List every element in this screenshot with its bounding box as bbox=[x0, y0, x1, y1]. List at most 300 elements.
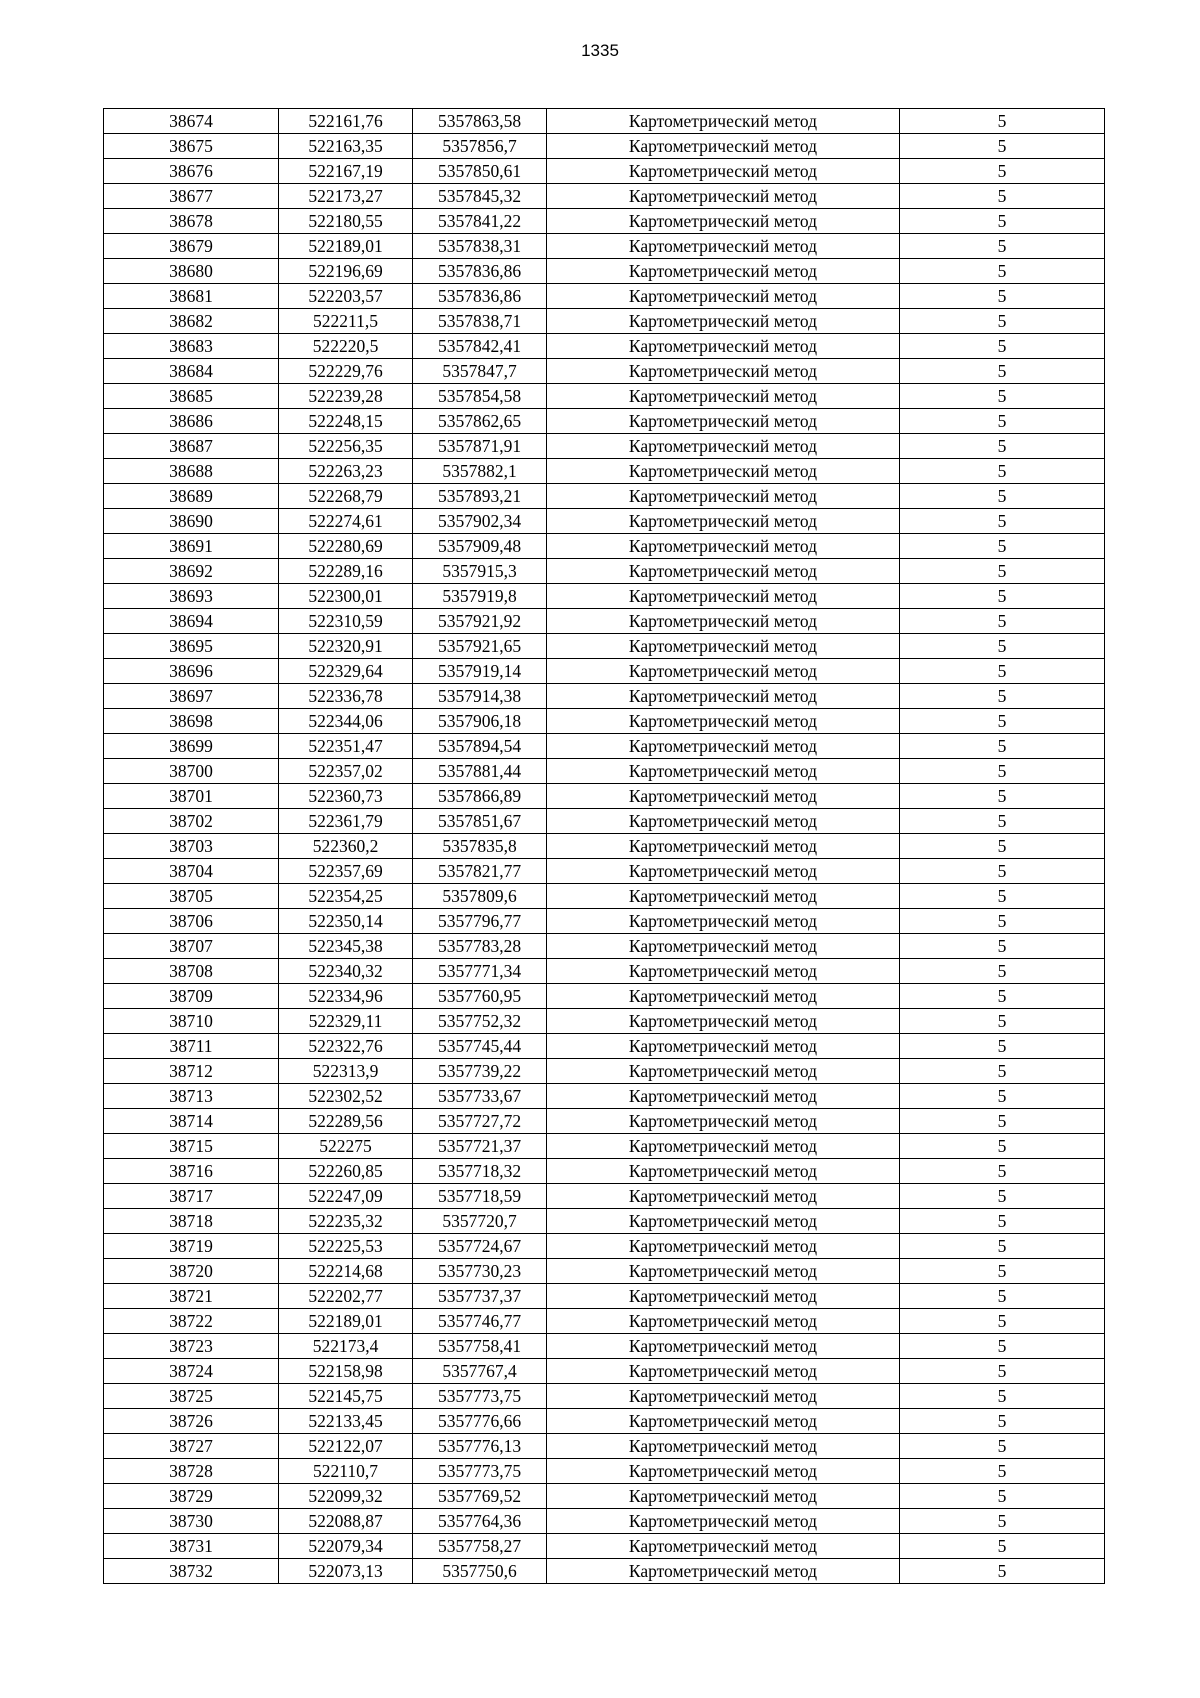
point-number-cell: 38707 bbox=[104, 934, 279, 959]
y-coordinate-cell: 5357776,66 bbox=[413, 1409, 547, 1434]
point-number-cell: 38702 bbox=[104, 809, 279, 834]
point-number-cell: 38724 bbox=[104, 1359, 279, 1384]
x-coordinate-cell: 522073,13 bbox=[279, 1559, 413, 1584]
accuracy-cell: 5 bbox=[900, 234, 1105, 259]
table-row bbox=[104, 1384, 1105, 1409]
y-coordinate-cell: 5357919,8 bbox=[413, 584, 547, 609]
y-coordinate-cell: 5357821,77 bbox=[413, 859, 547, 884]
method-cell: Картометрический метод bbox=[547, 884, 900, 909]
method-cell: Картометрический метод bbox=[547, 1034, 900, 1059]
x-coordinate-cell: 522260,85 bbox=[279, 1159, 413, 1184]
y-coordinate-cell: 5357847,7 bbox=[413, 359, 547, 384]
point-number-cell: 38726 bbox=[104, 1409, 279, 1434]
x-coordinate-cell: 522167,19 bbox=[279, 159, 413, 184]
accuracy-cell: 5 bbox=[900, 1209, 1105, 1234]
accuracy-cell: 5 bbox=[900, 284, 1105, 309]
y-coordinate-cell: 5357919,14 bbox=[413, 659, 547, 684]
x-coordinate-cell: 522354,25 bbox=[279, 884, 413, 909]
y-coordinate-cell: 5357851,67 bbox=[413, 809, 547, 834]
x-coordinate-cell: 522256,35 bbox=[279, 434, 413, 459]
method-cell: Картометрический метод bbox=[547, 234, 900, 259]
page-number: 1335 bbox=[581, 41, 619, 60]
method-cell: Картометрический метод bbox=[547, 759, 900, 784]
table-row bbox=[104, 1184, 1105, 1209]
method-cell: Картометрический метод bbox=[547, 609, 900, 634]
y-coordinate-cell: 5357737,37 bbox=[413, 1284, 547, 1309]
accuracy-cell: 5 bbox=[900, 1334, 1105, 1359]
accuracy-cell: 5 bbox=[900, 684, 1105, 709]
accuracy-cell: 5 bbox=[900, 609, 1105, 634]
method-cell: Картометрический метод bbox=[547, 1234, 900, 1259]
x-coordinate-cell: 522211,5 bbox=[279, 309, 413, 334]
x-coordinate-cell: 522229,76 bbox=[279, 359, 413, 384]
y-coordinate-cell: 5357771,34 bbox=[413, 959, 547, 984]
y-coordinate-cell: 5357776,13 bbox=[413, 1434, 547, 1459]
x-coordinate-cell: 522203,57 bbox=[279, 284, 413, 309]
point-number-cell: 38683 bbox=[104, 334, 279, 359]
method-cell: Картометрический метод bbox=[547, 1309, 900, 1334]
table-row bbox=[104, 1034, 1105, 1059]
y-coordinate-cell: 5357915,3 bbox=[413, 559, 547, 584]
method-cell: Картометрический метод bbox=[547, 1109, 900, 1134]
table-row bbox=[104, 859, 1105, 884]
point-number-cell: 38694 bbox=[104, 609, 279, 634]
x-coordinate-cell: 522340,32 bbox=[279, 959, 413, 984]
x-coordinate-cell: 522329,64 bbox=[279, 659, 413, 684]
method-cell: Картометрический метод bbox=[547, 1359, 900, 1384]
accuracy-cell: 5 bbox=[900, 859, 1105, 884]
y-coordinate-cell: 5357906,18 bbox=[413, 709, 547, 734]
point-number-cell: 38711 bbox=[104, 1034, 279, 1059]
point-number-cell: 38687 bbox=[104, 434, 279, 459]
y-coordinate-cell: 5357750,6 bbox=[413, 1559, 547, 1584]
table-row bbox=[104, 759, 1105, 784]
method-cell: Картометрический метод bbox=[547, 1184, 900, 1209]
table-row bbox=[104, 1509, 1105, 1534]
table-body bbox=[104, 109, 1105, 1584]
x-coordinate-cell: 522289,16 bbox=[279, 559, 413, 584]
accuracy-cell: 5 bbox=[900, 109, 1105, 134]
table-row bbox=[104, 1259, 1105, 1284]
x-coordinate-cell: 522360,2 bbox=[279, 834, 413, 859]
point-number-cell: 38704 bbox=[104, 859, 279, 884]
x-coordinate-cell: 522214,68 bbox=[279, 1259, 413, 1284]
point-number-cell: 38698 bbox=[104, 709, 279, 734]
table-row bbox=[104, 734, 1105, 759]
point-number-cell: 38719 bbox=[104, 1234, 279, 1259]
x-coordinate-cell: 522196,69 bbox=[279, 259, 413, 284]
table-row bbox=[104, 584, 1105, 609]
method-cell: Картометрический метод bbox=[547, 1259, 900, 1284]
table-row bbox=[104, 1484, 1105, 1509]
table-row bbox=[104, 684, 1105, 709]
accuracy-cell: 5 bbox=[900, 459, 1105, 484]
method-cell: Картометрический метод bbox=[547, 109, 900, 134]
accuracy-cell: 5 bbox=[900, 759, 1105, 784]
table-row bbox=[104, 109, 1105, 134]
y-coordinate-cell: 5357838,31 bbox=[413, 234, 547, 259]
point-number-cell: 38705 bbox=[104, 884, 279, 909]
x-coordinate-cell: 522302,52 bbox=[279, 1084, 413, 1109]
method-cell: Картометрический метод bbox=[547, 1434, 900, 1459]
x-coordinate-cell: 522110,7 bbox=[279, 1459, 413, 1484]
accuracy-cell: 5 bbox=[900, 1409, 1105, 1434]
x-coordinate-cell: 522361,79 bbox=[279, 809, 413, 834]
table-row bbox=[104, 259, 1105, 284]
method-cell: Картометрический метод bbox=[547, 1559, 900, 1584]
method-cell: Картометрический метод bbox=[547, 359, 900, 384]
accuracy-cell: 5 bbox=[900, 184, 1105, 209]
accuracy-cell: 5 bbox=[900, 1309, 1105, 1334]
point-number-cell: 38729 bbox=[104, 1484, 279, 1509]
accuracy-cell: 5 bbox=[900, 1234, 1105, 1259]
method-cell: Картометрический метод bbox=[547, 634, 900, 659]
accuracy-cell: 5 bbox=[900, 159, 1105, 184]
table-row bbox=[104, 184, 1105, 209]
point-number-cell: 38732 bbox=[104, 1559, 279, 1584]
y-coordinate-cell: 5357724,67 bbox=[413, 1234, 547, 1259]
table-row bbox=[104, 984, 1105, 1009]
y-coordinate-cell: 5357854,58 bbox=[413, 384, 547, 409]
table-row bbox=[104, 534, 1105, 559]
y-coordinate-cell: 5357783,28 bbox=[413, 934, 547, 959]
accuracy-cell: 5 bbox=[900, 1359, 1105, 1384]
accuracy-cell: 5 bbox=[900, 1159, 1105, 1184]
method-cell: Картометрический метод bbox=[547, 684, 900, 709]
accuracy-cell: 5 bbox=[900, 634, 1105, 659]
y-coordinate-cell: 5357796,77 bbox=[413, 909, 547, 934]
y-coordinate-cell: 5357842,41 bbox=[413, 334, 547, 359]
point-number-cell: 38695 bbox=[104, 634, 279, 659]
x-coordinate-cell: 522329,11 bbox=[279, 1009, 413, 1034]
table-row bbox=[104, 1409, 1105, 1434]
method-cell: Картометрический метод bbox=[547, 534, 900, 559]
y-coordinate-cell: 5357850,61 bbox=[413, 159, 547, 184]
table-row bbox=[104, 709, 1105, 734]
accuracy-cell: 5 bbox=[900, 909, 1105, 934]
x-coordinate-cell: 522322,76 bbox=[279, 1034, 413, 1059]
y-coordinate-cell: 5357836,86 bbox=[413, 284, 547, 309]
method-cell: Картометрический метод bbox=[547, 334, 900, 359]
table-row bbox=[104, 884, 1105, 909]
accuracy-cell: 5 bbox=[900, 1284, 1105, 1309]
method-cell: Картометрический метод bbox=[547, 1459, 900, 1484]
table-row bbox=[104, 309, 1105, 334]
method-cell: Картометрический метод bbox=[547, 134, 900, 159]
point-number-cell: 38723 bbox=[104, 1334, 279, 1359]
point-number-cell: 38697 bbox=[104, 684, 279, 709]
point-number-cell: 38708 bbox=[104, 959, 279, 984]
y-coordinate-cell: 5357746,77 bbox=[413, 1309, 547, 1334]
accuracy-cell: 5 bbox=[900, 134, 1105, 159]
accuracy-cell: 5 bbox=[900, 1009, 1105, 1034]
accuracy-cell: 5 bbox=[900, 1384, 1105, 1409]
point-number-cell: 38690 bbox=[104, 509, 279, 534]
y-coordinate-cell: 5357718,32 bbox=[413, 1159, 547, 1184]
point-number-cell: 38714 bbox=[104, 1109, 279, 1134]
method-cell: Картометрический метод bbox=[547, 1059, 900, 1084]
method-cell: Картометрический метод bbox=[547, 259, 900, 284]
method-cell: Картометрический метод bbox=[547, 1159, 900, 1184]
y-coordinate-cell: 5357760,95 bbox=[413, 984, 547, 1009]
x-coordinate-cell: 522360,73 bbox=[279, 784, 413, 809]
x-coordinate-cell: 522268,79 bbox=[279, 484, 413, 509]
method-cell: Картометрический метод bbox=[547, 159, 900, 184]
x-coordinate-cell: 522357,69 bbox=[279, 859, 413, 884]
accuracy-cell: 5 bbox=[900, 209, 1105, 234]
accuracy-cell: 5 bbox=[900, 1084, 1105, 1109]
accuracy-cell: 5 bbox=[900, 259, 1105, 284]
x-coordinate-cell: 522289,56 bbox=[279, 1109, 413, 1134]
method-cell: Картометрический метод bbox=[547, 509, 900, 534]
y-coordinate-cell: 5357902,34 bbox=[413, 509, 547, 534]
table-row bbox=[104, 1434, 1105, 1459]
point-number-cell: 38712 bbox=[104, 1059, 279, 1084]
method-cell: Картометрический метод bbox=[547, 1334, 900, 1359]
x-coordinate-cell: 522239,28 bbox=[279, 384, 413, 409]
accuracy-cell: 5 bbox=[900, 659, 1105, 684]
y-coordinate-cell: 5357866,89 bbox=[413, 784, 547, 809]
y-coordinate-cell: 5357841,22 bbox=[413, 209, 547, 234]
x-coordinate-cell: 522158,98 bbox=[279, 1359, 413, 1384]
table-row bbox=[104, 959, 1105, 984]
point-number-cell: 38728 bbox=[104, 1459, 279, 1484]
x-coordinate-cell: 522163,35 bbox=[279, 134, 413, 159]
y-coordinate-cell: 5357863,58 bbox=[413, 109, 547, 134]
y-coordinate-cell: 5357769,52 bbox=[413, 1484, 547, 1509]
point-number-cell: 38674 bbox=[104, 109, 279, 134]
table-row bbox=[104, 284, 1105, 309]
accuracy-cell: 5 bbox=[900, 709, 1105, 734]
table-row bbox=[104, 134, 1105, 159]
accuracy-cell: 5 bbox=[900, 359, 1105, 384]
y-coordinate-cell: 5357871,91 bbox=[413, 434, 547, 459]
x-coordinate-cell: 522248,15 bbox=[279, 409, 413, 434]
y-coordinate-cell: 5357733,67 bbox=[413, 1084, 547, 1109]
table-row bbox=[104, 359, 1105, 384]
accuracy-cell: 5 bbox=[900, 1184, 1105, 1209]
method-cell: Картометрический метод bbox=[547, 584, 900, 609]
method-cell: Картометрический метод bbox=[547, 734, 900, 759]
table-row bbox=[104, 934, 1105, 959]
table-row bbox=[104, 784, 1105, 809]
table-row bbox=[104, 1209, 1105, 1234]
point-number-cell: 38682 bbox=[104, 309, 279, 334]
x-coordinate-cell: 522300,01 bbox=[279, 584, 413, 609]
table-row bbox=[104, 634, 1105, 659]
x-coordinate-cell: 522336,78 bbox=[279, 684, 413, 709]
y-coordinate-cell: 5357845,32 bbox=[413, 184, 547, 209]
point-number-cell: 38686 bbox=[104, 409, 279, 434]
method-cell: Картометрический метод bbox=[547, 784, 900, 809]
x-coordinate-cell: 522344,06 bbox=[279, 709, 413, 734]
method-cell: Картометрический метод bbox=[547, 809, 900, 834]
x-coordinate-cell: 522202,77 bbox=[279, 1284, 413, 1309]
x-coordinate-cell: 522088,87 bbox=[279, 1509, 413, 1534]
y-coordinate-cell: 5357862,65 bbox=[413, 409, 547, 434]
y-coordinate-cell: 5357881,44 bbox=[413, 759, 547, 784]
point-number-cell: 38693 bbox=[104, 584, 279, 609]
table-row bbox=[104, 1309, 1105, 1334]
accuracy-cell: 5 bbox=[900, 984, 1105, 1009]
x-coordinate-cell: 522350,14 bbox=[279, 909, 413, 934]
y-coordinate-cell: 5357914,38 bbox=[413, 684, 547, 709]
x-coordinate-cell: 522280,69 bbox=[279, 534, 413, 559]
point-number-cell: 38710 bbox=[104, 1009, 279, 1034]
method-cell: Картометрический метод bbox=[547, 909, 900, 934]
method-cell: Картометрический метод bbox=[547, 934, 900, 959]
accuracy-cell: 5 bbox=[900, 1559, 1105, 1584]
point-number-cell: 38681 bbox=[104, 284, 279, 309]
x-coordinate-cell: 522099,32 bbox=[279, 1484, 413, 1509]
table-row bbox=[104, 1559, 1105, 1584]
x-coordinate-cell: 522079,34 bbox=[279, 1534, 413, 1559]
method-cell: Картометрический метод bbox=[547, 709, 900, 734]
y-coordinate-cell: 5357718,59 bbox=[413, 1184, 547, 1209]
table-row bbox=[104, 809, 1105, 834]
x-coordinate-cell: 522263,23 bbox=[279, 459, 413, 484]
accuracy-cell: 5 bbox=[900, 534, 1105, 559]
y-coordinate-cell: 5357739,22 bbox=[413, 1059, 547, 1084]
accuracy-cell: 5 bbox=[900, 509, 1105, 534]
accuracy-cell: 5 bbox=[900, 1459, 1105, 1484]
method-cell: Картометрический метод bbox=[547, 484, 900, 509]
y-coordinate-cell: 5357752,32 bbox=[413, 1009, 547, 1034]
accuracy-cell: 5 bbox=[900, 334, 1105, 359]
method-cell: Картометрический метод bbox=[547, 384, 900, 409]
accuracy-cell: 5 bbox=[900, 384, 1105, 409]
y-coordinate-cell: 5357721,37 bbox=[413, 1134, 547, 1159]
point-number-cell: 38676 bbox=[104, 159, 279, 184]
accuracy-cell: 5 bbox=[900, 884, 1105, 909]
method-cell: Картометрический метод bbox=[547, 1484, 900, 1509]
point-number-cell: 38715 bbox=[104, 1134, 279, 1159]
x-coordinate-cell: 522275 bbox=[279, 1134, 413, 1159]
accuracy-cell: 5 bbox=[900, 809, 1105, 834]
method-cell: Картометрический метод bbox=[547, 1409, 900, 1434]
point-number-cell: 38685 bbox=[104, 384, 279, 409]
method-cell: Картометрический метод bbox=[547, 409, 900, 434]
accuracy-cell: 5 bbox=[900, 934, 1105, 959]
x-coordinate-cell: 522247,09 bbox=[279, 1184, 413, 1209]
accuracy-cell: 5 bbox=[900, 409, 1105, 434]
method-cell: Картометрический метод bbox=[547, 184, 900, 209]
x-coordinate-cell: 522345,38 bbox=[279, 934, 413, 959]
x-coordinate-cell: 522133,45 bbox=[279, 1409, 413, 1434]
y-coordinate-cell: 5357838,71 bbox=[413, 309, 547, 334]
point-number-cell: 38684 bbox=[104, 359, 279, 384]
y-coordinate-cell: 5357720,7 bbox=[413, 1209, 547, 1234]
method-cell: Картометрический метод bbox=[547, 284, 900, 309]
point-number-cell: 38731 bbox=[104, 1534, 279, 1559]
method-cell: Картометрический метод bbox=[547, 959, 900, 984]
accuracy-cell: 5 bbox=[900, 1434, 1105, 1459]
method-cell: Картометрический метод bbox=[547, 309, 900, 334]
method-cell: Картометрический метод bbox=[547, 1134, 900, 1159]
accuracy-cell: 5 bbox=[900, 734, 1105, 759]
x-coordinate-cell: 522189,01 bbox=[279, 234, 413, 259]
y-coordinate-cell: 5357809,6 bbox=[413, 884, 547, 909]
y-coordinate-cell: 5357921,92 bbox=[413, 609, 547, 634]
point-number-cell: 38696 bbox=[104, 659, 279, 684]
point-number-cell: 38699 bbox=[104, 734, 279, 759]
table-row bbox=[104, 409, 1105, 434]
accuracy-cell: 5 bbox=[900, 1059, 1105, 1084]
table-row bbox=[104, 384, 1105, 409]
accuracy-cell: 5 bbox=[900, 1534, 1105, 1559]
point-number-cell: 38700 bbox=[104, 759, 279, 784]
table-row bbox=[104, 609, 1105, 634]
table-row bbox=[104, 1334, 1105, 1359]
accuracy-cell: 5 bbox=[900, 1134, 1105, 1159]
method-cell: Картометрический метод bbox=[547, 859, 900, 884]
table-row bbox=[104, 159, 1105, 184]
accuracy-cell: 5 bbox=[900, 1034, 1105, 1059]
accuracy-cell: 5 bbox=[900, 1484, 1105, 1509]
table-row bbox=[104, 1159, 1105, 1184]
point-number-cell: 38718 bbox=[104, 1209, 279, 1234]
y-coordinate-cell: 5357894,54 bbox=[413, 734, 547, 759]
point-number-cell: 38692 bbox=[104, 559, 279, 584]
point-number-cell: 38703 bbox=[104, 834, 279, 859]
x-coordinate-cell: 522173,4 bbox=[279, 1334, 413, 1359]
point-number-cell: 38720 bbox=[104, 1259, 279, 1284]
y-coordinate-cell: 5357921,65 bbox=[413, 634, 547, 659]
table-row bbox=[104, 1284, 1105, 1309]
method-cell: Картометрический метод bbox=[547, 434, 900, 459]
x-coordinate-cell: 522320,91 bbox=[279, 634, 413, 659]
table-row bbox=[104, 1459, 1105, 1484]
accuracy-cell: 5 bbox=[900, 1109, 1105, 1134]
accuracy-cell: 5 bbox=[900, 784, 1105, 809]
y-coordinate-cell: 5357773,75 bbox=[413, 1459, 547, 1484]
x-coordinate-cell: 522145,75 bbox=[279, 1384, 413, 1409]
table-row bbox=[104, 559, 1105, 584]
point-number-cell: 38722 bbox=[104, 1309, 279, 1334]
table-row bbox=[104, 509, 1105, 534]
point-number-cell: 38701 bbox=[104, 784, 279, 809]
table-row bbox=[104, 1359, 1105, 1384]
accuracy-cell: 5 bbox=[900, 434, 1105, 459]
accuracy-cell: 5 bbox=[900, 559, 1105, 584]
x-coordinate-cell: 522173,27 bbox=[279, 184, 413, 209]
accuracy-cell: 5 bbox=[900, 584, 1105, 609]
point-number-cell: 38709 bbox=[104, 984, 279, 1009]
method-cell: Картометрический метод bbox=[547, 459, 900, 484]
x-coordinate-cell: 522180,55 bbox=[279, 209, 413, 234]
method-cell: Картометрический метод bbox=[547, 659, 900, 684]
x-coordinate-cell: 522357,02 bbox=[279, 759, 413, 784]
point-number-cell: 38680 bbox=[104, 259, 279, 284]
table-row bbox=[104, 1009, 1105, 1034]
method-cell: Картометрический метод bbox=[547, 1009, 900, 1034]
point-number-cell: 38725 bbox=[104, 1384, 279, 1409]
y-coordinate-cell: 5357909,48 bbox=[413, 534, 547, 559]
table-row bbox=[104, 234, 1105, 259]
table-row bbox=[104, 1109, 1105, 1134]
coordinates-table bbox=[103, 108, 1105, 1584]
y-coordinate-cell: 5357727,72 bbox=[413, 1109, 547, 1134]
accuracy-cell: 5 bbox=[900, 834, 1105, 859]
x-coordinate-cell: 522122,07 bbox=[279, 1434, 413, 1459]
y-coordinate-cell: 5357730,23 bbox=[413, 1259, 547, 1284]
table-row bbox=[104, 1084, 1105, 1109]
y-coordinate-cell: 5357856,7 bbox=[413, 134, 547, 159]
x-coordinate-cell: 522313,9 bbox=[279, 1059, 413, 1084]
x-coordinate-cell: 522310,59 bbox=[279, 609, 413, 634]
x-coordinate-cell: 522220,5 bbox=[279, 334, 413, 359]
x-coordinate-cell: 522161,76 bbox=[279, 109, 413, 134]
